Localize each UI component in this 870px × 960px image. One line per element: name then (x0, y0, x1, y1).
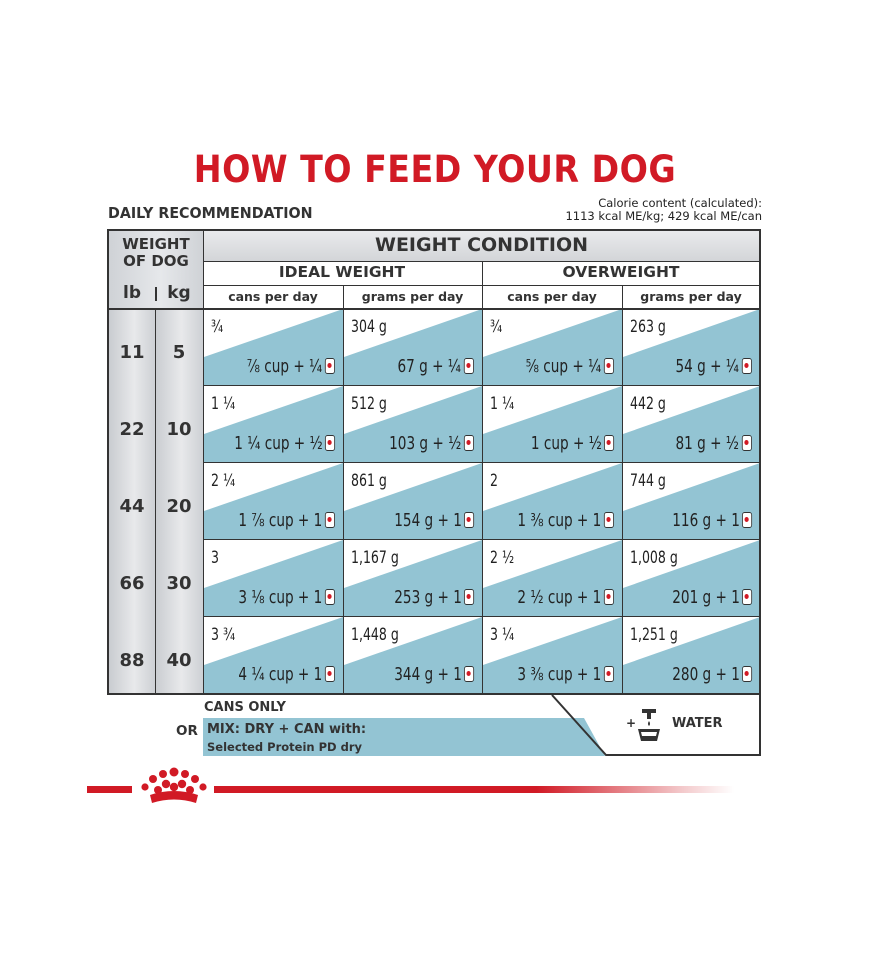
cans-only-value: 2 ¼ (211, 471, 236, 491)
mix-value-text: 154 g + 1 (393, 510, 462, 531)
mix-value-text: ⅝ cup + ¼ (525, 356, 602, 377)
calorie-line-2: 1113 kcal ME/kg; 429 kcal ME/can (565, 209, 762, 223)
cans-only-label: CANS ONLY (204, 700, 286, 715)
mix-product-label: Selected Protein PD dry (207, 740, 362, 754)
weight-kg: 5 (172, 342, 186, 363)
mix-value-text: 103 g + ½ (389, 433, 462, 454)
mix-value-text: 3 ⅛ cup + 1 (238, 587, 323, 608)
royal-canin-crown-logo (136, 765, 212, 809)
water-bowl-icon (626, 705, 664, 747)
mix-value-text: 116 g + 1 (671, 510, 740, 531)
cans-only-value: 1 ¼ (211, 394, 236, 414)
calorie-line-1: Calorie content (calculated): (598, 196, 762, 210)
cans-only-value: 3 ¼ (490, 625, 515, 645)
calorie-content (565, 197, 762, 223)
weight-lb: 44 (119, 496, 145, 517)
weight-lb: 66 (119, 573, 145, 594)
ideal-grams-header: grams per day (361, 289, 464, 304)
overweight-header: OVERWEIGHT (562, 263, 680, 281)
mix-value-text: 1 ¼ cup + ½ (233, 433, 323, 454)
mix-value-text: 1 ⅞ cup + 1 (238, 510, 323, 531)
cans-only-value: 3 (211, 548, 219, 568)
mix-value-text: 67 g + ¼ (397, 356, 462, 377)
kg-header: kg (167, 283, 191, 303)
mix-value-text: 344 g + 1 (393, 664, 462, 685)
mix-value-text: 3 ⅜ cup + 1 (517, 664, 602, 685)
weight-lb: 22 (119, 419, 145, 440)
table-frame (107, 229, 761, 695)
cans-only-value: 442 g (630, 394, 666, 414)
daily-recommendation-label: DAILY RECOMMENDATION (108, 204, 313, 222)
weight-of-dog-line-1: WEIGHT (122, 235, 190, 253)
weight-kg: 20 (166, 496, 192, 517)
cans-only-value: 744 g (630, 471, 666, 491)
cans-only-value: 861 g (351, 471, 387, 491)
page-title: HOW TO FEED YOUR DOG (193, 148, 677, 191)
weight-lb: 11 (119, 342, 145, 363)
mix-value-text: 4 ¼ cup + 1 (238, 664, 323, 685)
cans-only-value: 304 g (351, 317, 387, 337)
mix-label: MIX: DRY + CAN with: (207, 722, 367, 737)
cans-only-value: ¾ (211, 317, 224, 337)
over-grams-header: grams per day (640, 289, 742, 304)
cans-only-value: 2 ½ (490, 548, 515, 568)
mix-value-text: 280 g + 1 (671, 664, 740, 685)
over-cans-header: cans per day (507, 289, 597, 304)
brand-line-right (214, 786, 734, 793)
weight-kg: 10 (166, 419, 192, 440)
or-label: OR (176, 723, 198, 739)
mix-value-text: 253 g + 1 (393, 587, 462, 608)
cans-only-value: 263 g (630, 317, 666, 337)
weight-condition-header: WEIGHT CONDITION (375, 234, 588, 256)
cans-only-value: 1,448 g (351, 625, 399, 645)
mix-value-text: 2 ½ cup + 1 (517, 587, 602, 608)
cans-only-value: ¾ (490, 317, 503, 337)
weight-lb: 88 (119, 650, 145, 671)
svg-text:+: + (626, 716, 637, 730)
mix-value-text: 81 g + ½ (675, 433, 740, 454)
weight-kg: 30 (166, 573, 192, 594)
cans-only-value: 1 ¼ (490, 394, 515, 414)
cans-only-value: 2 (490, 471, 498, 491)
cans-only-value: 1,167 g (351, 548, 399, 568)
cans-only-value: 512 g (351, 394, 387, 414)
water-label: WATER (672, 716, 723, 731)
cans-only-value: 1,008 g (630, 548, 678, 568)
mix-value-text: 1 ⅜ cup + 1 (517, 510, 602, 531)
lb-header: lb (123, 283, 141, 303)
mix-value-text: 1 cup + ½ (530, 433, 602, 454)
ideal-weight-header: IDEAL WEIGHT (278, 263, 406, 281)
mix-value-text: 54 g + ¼ (675, 356, 740, 377)
weight-kg: 40 (166, 650, 192, 671)
mix-value-text: 201 g + 1 (671, 587, 740, 608)
cans-only-value: 3 ¾ (211, 625, 236, 645)
weight-of-dog-line-2: OF DOG (123, 252, 189, 270)
ideal-cans-header: cans per day (228, 289, 318, 304)
brand-line-left (87, 786, 132, 793)
mix-value-text: ⅞ cup + ¼ (246, 356, 323, 377)
cans-only-value: 1,251 g (630, 625, 678, 645)
